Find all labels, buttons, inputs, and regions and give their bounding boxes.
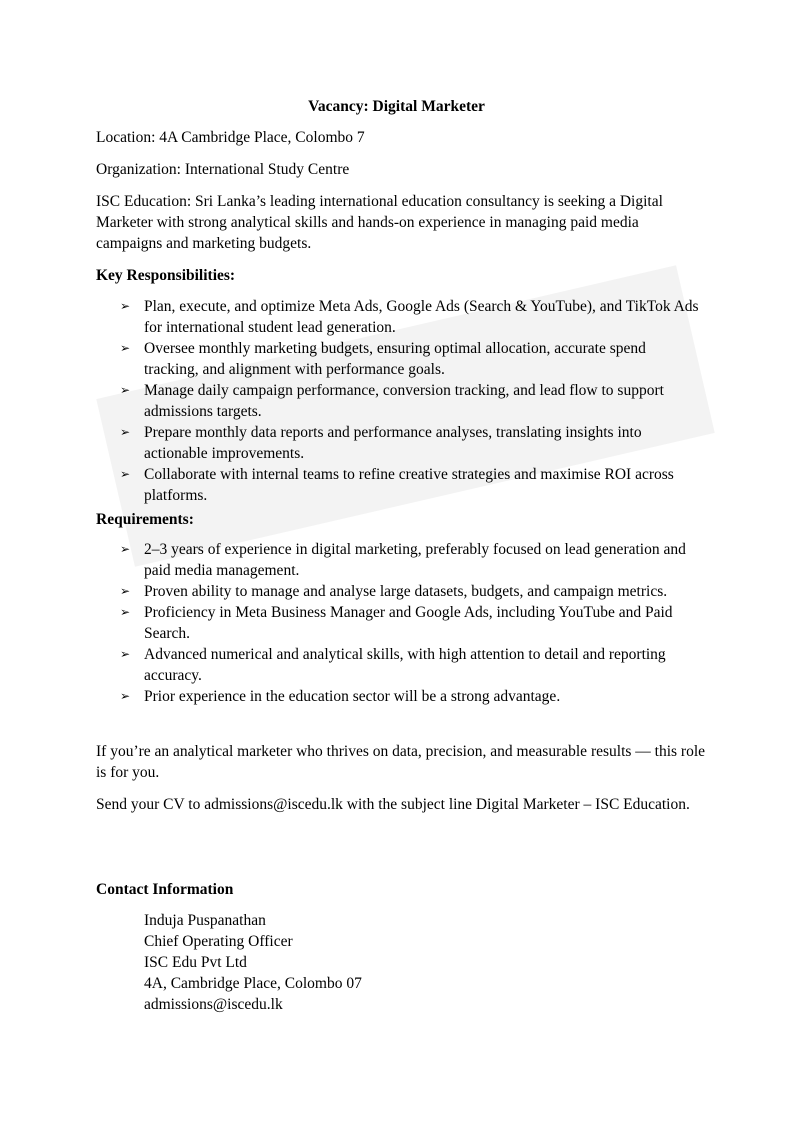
- closing-paragraph: If you’re an analytical marketer who thrives on data, precision, and measurable results — this role is for you.: [96, 743, 706, 781]
- contact-company: ISC Edu Pvt Ltd: [144, 954, 247, 971]
- requirements-heading: Requirements:: [96, 511, 194, 528]
- responsibilities-list: [120, 296, 700, 506]
- arrow-bullet-icon: ➢: [120, 605, 131, 619]
- list-item: ➢ Plan, execute, and optimize Meta Ads, Google Ads (Search & YouTube), and TikTok Ads for international student lead generation.: [120, 298, 699, 336]
- arrow-bullet-icon: ➢: [120, 467, 131, 481]
- list-item: ➢ 2–3 years of experience in digital marketing, preferably focused on lead generation and paid media management.: [120, 541, 686, 579]
- list-item: ➢ Oversee monthly marketing budgets, ensuring optimal allocation, accurate spend tracking, and alignment with performance goals.: [120, 340, 646, 378]
- list-item: ➢ Prepare monthly data reports and performance analyses, translating insights into actionable improvements.: [120, 424, 642, 462]
- apply-paragraph: Send your CV to admissions@iscedu.lk with the subject line Digital Marketer – ISC Education.: [96, 796, 690, 813]
- location-line: Location: 4A Cambridge Place, Colombo 7: [96, 129, 365, 146]
- arrow-bullet-icon: ➢: [120, 299, 131, 313]
- requirements-list: [120, 539, 700, 707]
- page-title: Vacancy: Digital Marketer: [308, 98, 485, 115]
- contact-email: admissions@iscedu.lk: [144, 996, 283, 1013]
- list-item: ➢ Collaborate with internal teams to refine creative strategies and maximise ROI across platforms.: [120, 466, 674, 504]
- contact-heading: Contact Information: [96, 881, 234, 898]
- arrow-bullet-icon: ➢: [120, 425, 131, 439]
- arrow-bullet-icon: ➢: [120, 341, 131, 355]
- intro-paragraph: ISC Education: Sri Lanka’s leading international education consultancy is seeking a Digital Marketer with strong analytical skills and hands-on experience in managing paid media campaigns and marketing budgets.: [96, 193, 663, 252]
- list-item: ➢ Prior experience in the education sector will be a strong advantage.: [120, 688, 561, 705]
- arrow-bullet-icon: ➢: [120, 647, 131, 661]
- responsibilities-heading: Key Responsibilities:: [96, 267, 236, 284]
- list-item: ➢ Manage daily campaign performance, conversion tracking, and lead flow to support admissions targets.: [120, 382, 664, 420]
- organization-line: Organization: International Study Centre: [96, 161, 350, 178]
- contact-address: 4A, Cambridge Place, Colombo 07: [144, 975, 362, 992]
- list-item: ➢ Proven ability to manage and analyse large datasets, budgets, and campaign metrics.: [120, 583, 668, 600]
- arrow-bullet-icon: ➢: [120, 383, 131, 397]
- list-item: ➢ Advanced numerical and analytical skills, with high attention to detail and reporting accuracy.: [120, 646, 666, 684]
- arrow-bullet-icon: ➢: [120, 584, 131, 598]
- contact-block: [144, 910, 362, 1015]
- contact-name: Induja Puspanathan: [144, 912, 266, 929]
- list-item: ➢ Proficiency in Meta Business Manager and Google Ads, including YouTube and Paid Search.: [120, 604, 673, 642]
- arrow-bullet-icon: ➢: [120, 689, 131, 703]
- contact-role: Chief Operating Officer: [144, 933, 293, 950]
- arrow-bullet-icon: ➢: [120, 542, 131, 556]
